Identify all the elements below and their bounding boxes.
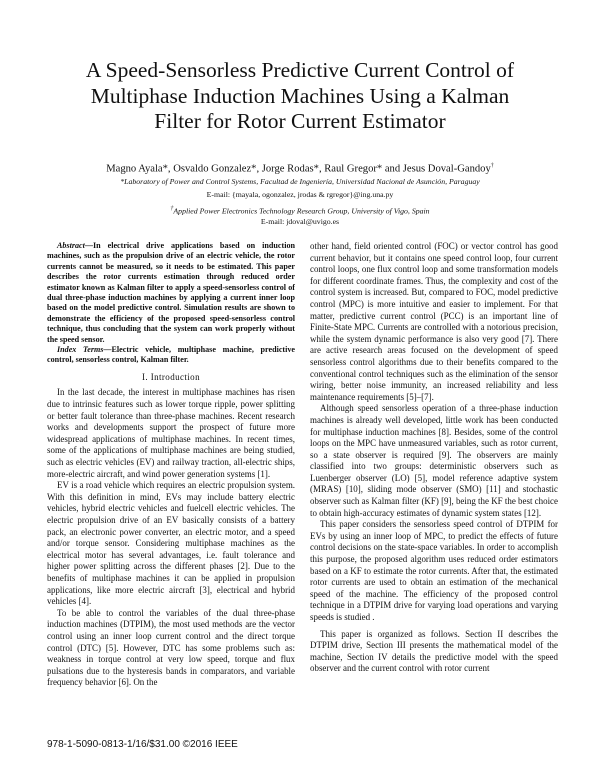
title-line: Multiphase Induction Machines Using a Kalman xyxy=(90,83,510,108)
email-2: E-mail: jdoval@uvigo.es xyxy=(260,217,340,226)
paragraph: This paper considers the sensorless speed control of DTPIM for EVs by using an inner loop of MPC, to predict the effects of future control decisions on the state-space variables. In order to accomplish this purpose, the proposed algorithm uses reduced order estimators based on a KF to estimate the rotor currents. After that, the estimated rotor currents are used to obtain an estimation of the mechanical speed of the machine. The efficiency of the proposed control technique in a DTPIM drive for varying load operations and varying speeds is studied . xyxy=(310,519,558,622)
title-line: A Speed-Sensorless Predictive Current Control of xyxy=(85,58,515,82)
email-1: E-mail: {mayala, ogonzalez, jrodas & rgregor}@ing.una.py xyxy=(206,190,394,199)
section-heading: I. Introduction xyxy=(142,371,200,382)
abstract-lead: Abstract xyxy=(57,241,85,250)
affiliation-2-text: Applied Power Electronics Technology Research Group, University of Vigo, Spain xyxy=(173,206,430,216)
paper-title xyxy=(40,58,560,135)
affiliation-1: *Laboratory of Power and Control Systems, Facultad de Ingeniería, Universidad Nacional de Asunción, Paraguay xyxy=(120,177,480,186)
index-terms-lead: Index Terms xyxy=(57,345,104,355)
affiliation-2 xyxy=(40,204,560,217)
index-terms xyxy=(47,345,295,366)
author-names: Magno Ayala*, Osvaldo Gonzalez*, Jorge Rodas*, Raul Gregor* and Jesus Doval-Gandoy xyxy=(106,163,491,175)
paragraph: To be able to control the variables of the dual three-phase induction machines (DTPIM), the most used methods are the vector control using an inner loop current control and the direct torque control (DTC) [5]. However, DTC has some problems such as: weakness in torque control at very low speed, torque and flux pulsations due to the hysteresis bands in comparators, and variable frequency behavior [6]. On the xyxy=(47,607,295,688)
author-mark: † xyxy=(490,163,494,169)
paragraph: other hand, field oriented control (FOC) or vector control has good current behavior, but it contains one speed control loop, four current control loops, one flux control loop and some transformation models for different coordinate frames. Thus, the complexity and cost of the control system is increased. But, compared to FOC, model predictive control (MPC) is more intuitive and easier to implement. For that matter, predictive current control (PCC) is an important line of Finite-State MPC. Currents are controlled with a notorious precision, while the system dynamic performance is also very good [7]. There are active research areas focused on the development of speed sensorless control algorithms due to their benefits compared to the conventional control techniques such as the elimination of the sensor wiring, better noise immunity, an increased reliability and less maintenance requirements [5]–[7]. xyxy=(310,241,558,402)
left-column xyxy=(47,241,295,689)
paragraph: In the last decade, the interest in multiphase machines has risen due to intrinsic features such as lower torque ripple, power splitting or better fault tolerance than three-phase machines. Recent research works and developments support the prospect of future more widespread applications of multiphase machines. In recent times, some of the applications of multiphase machines are being studied, such as electric vehicles (EV) and railway traction, all-electric ships, more-electric aircraft, and wind power generation systems [1]. xyxy=(47,387,295,479)
affiliation-2-mark: † xyxy=(170,206,174,212)
copyright-footer: 978-1-5090-0813-1/16/$31.00 ©2016 IEEE xyxy=(47,739,238,750)
paragraph: This paper is organized as follows. Section II describes the DTPIM drive, Section III presents the mathematical model of the machine, Section IV details the predictive model with the speed observer and the current control with rotor current xyxy=(310,628,558,674)
paragraph: EV is a road vehicle which requires an electric propulsion system. With this definition in mind, EVs may include battery electric vehicles, hybrid electric vehicles and fuelcell electric vehicles. The electric propulsion drive of an EV basically consists of a battery pack, an electronic power converter, an electric motor, and a speed and/or torque sensor. Considering multiphase machines as the electrical motor has several advantages, i.e. fault tolerance and higher power splitting across the different phases [2]. Due to the benefits of multiphase machines it can be applied in propulsion applications, like more electric aircraft [3], electrical and hybrid vehicles [4]. xyxy=(47,480,295,607)
paragraph: Although speed sensorless operation of a three-phase induction machines is already well developed, little work has been conducted for multiphase induction machines [8]. Besides, some of the control loops on the MPC have unmeasured variables, such as rotor current, so a state observer is required [9]. The observers are mainly classified into two groups: deterministic observers such as Luenberger observer (LO) [5], model reference adaptive system (MRAS) [10], sliding mode observer (SMO) [11] and stochastic observer such as Kalman filter (KF) [9], being the KF the best choice to obtain high-accuracy estimates of dynamic system states [12]. xyxy=(310,403,558,518)
abstract xyxy=(47,241,295,345)
index-terms-text: —Electric vehicle, multiphase machine, predictive control, sensorless control, Kalman filter. xyxy=(47,345,296,365)
right-column xyxy=(310,241,558,675)
author-list xyxy=(40,160,560,176)
abstract-text: —In electrical drive applications based on induction machines, such as the propulsion drive of an electric vehicle, the rotor currents cannot be measured, so it needs to be estimated. This paper describes the rotor currents estimation through reduced order estimator known as Kalman filter to apply a speed-sensorless control of dual three-phase induction machines by applying a current inner loop based on the model predictive control. Simulation results are shown to demonstrate the efficiency of the proposed speed-sensorless control technique, thus concluding that the system can work properly without the speed sensor. xyxy=(47,241,295,344)
title-line: Filter for Rotor Current Estimator xyxy=(154,109,446,133)
